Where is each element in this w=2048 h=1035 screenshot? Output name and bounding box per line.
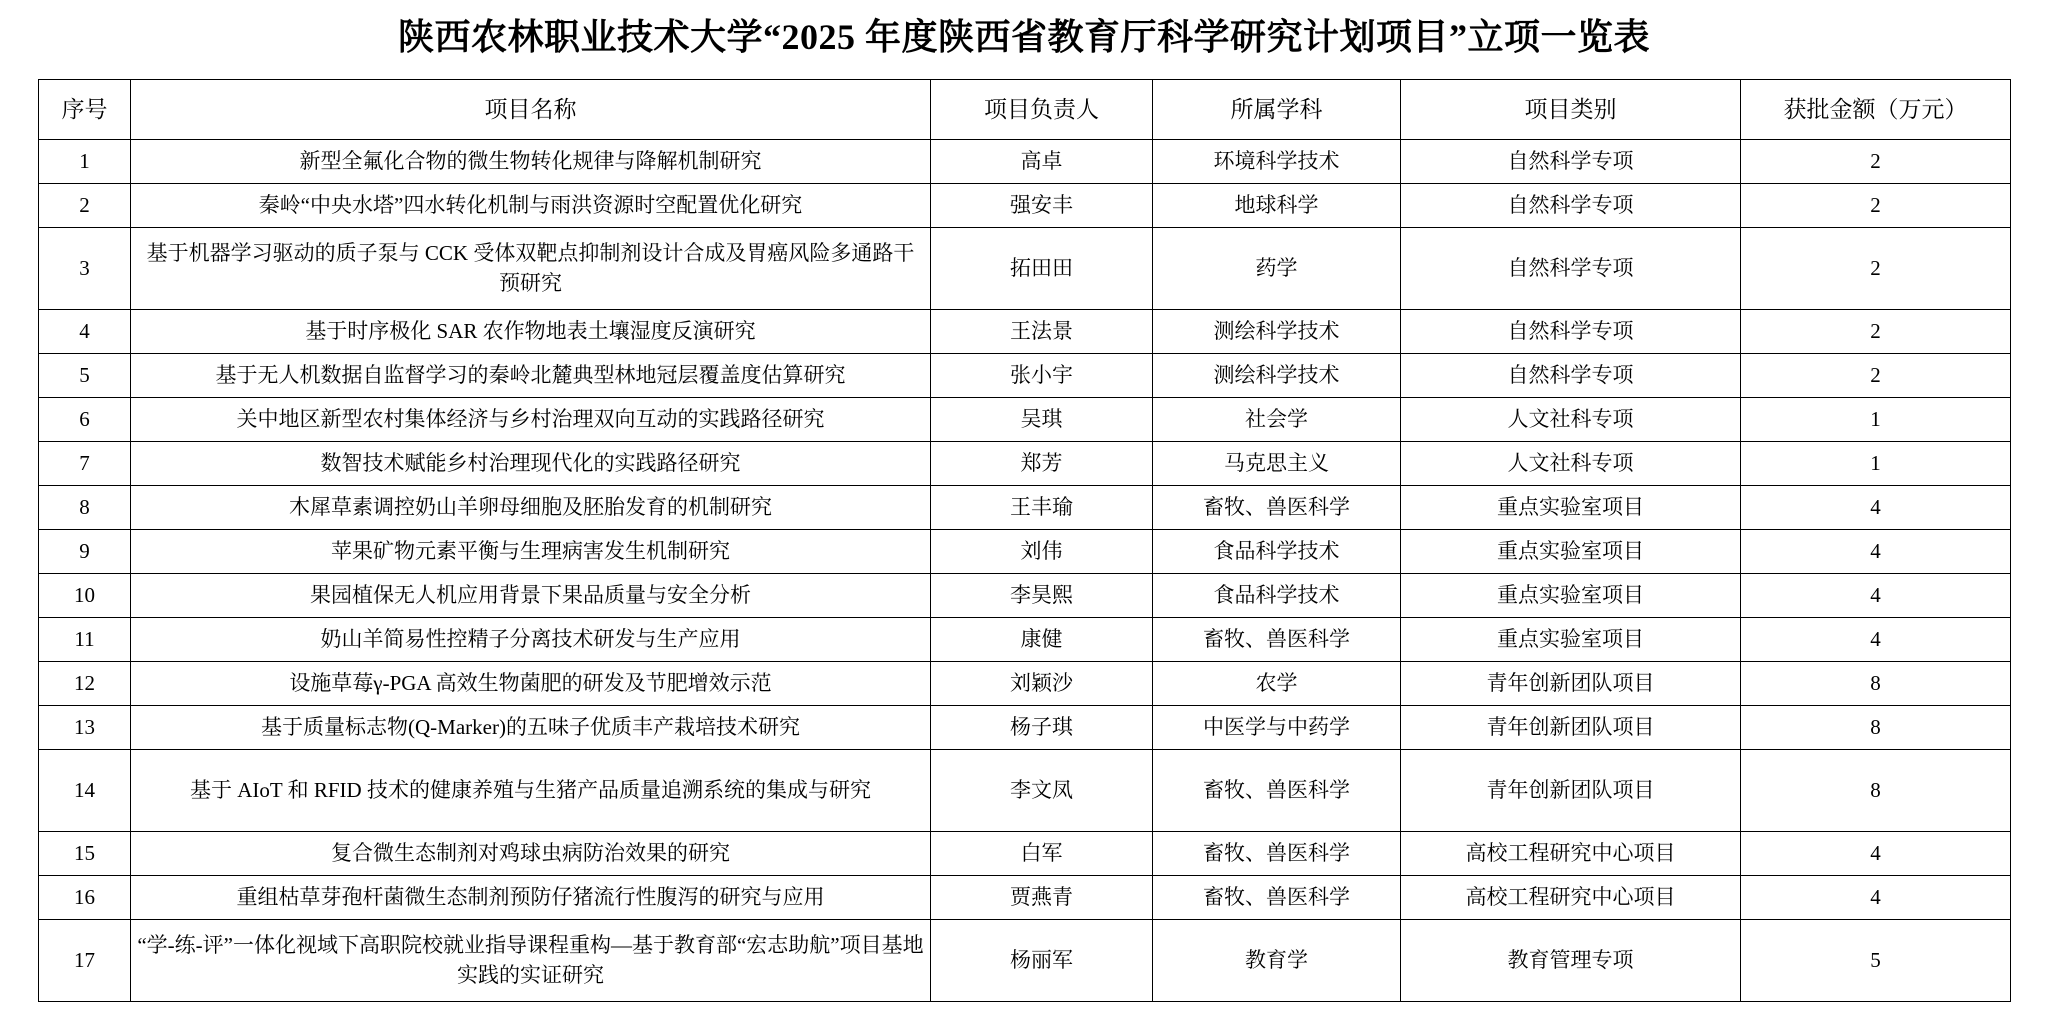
cell-project-leader: 白军	[931, 831, 1153, 875]
cell-approved-amount: 8	[1741, 705, 2011, 749]
cell-sequence-number: 13	[39, 705, 131, 749]
table-row	[39, 183, 2011, 227]
table-row	[39, 441, 2011, 485]
cell-project-name: 重组枯草芽孢杆菌微生态制剂预防仔猪流行性腹泻的研究与应用	[131, 875, 931, 919]
cell-sequence-number: 11	[39, 617, 131, 661]
cell-project-name: 关中地区新型农村集体经济与乡村治理双向互动的实践路径研究	[131, 397, 931, 441]
cell-sequence-number: 7	[39, 441, 131, 485]
cell-project-type: 教育管理专项	[1401, 919, 1741, 1001]
table-row	[39, 617, 2011, 661]
cell-subject: 畜牧、兽医科学	[1153, 485, 1401, 529]
cell-project-leader: 郑芳	[931, 441, 1153, 485]
cell-approved-amount: 2	[1741, 309, 2011, 353]
column-header-name: 项目名称	[131, 79, 931, 139]
cell-project-name: 基于质量标志物(Q-Marker)的五味子优质丰产栽培技术研究	[131, 705, 931, 749]
cell-project-leader: 贾燕青	[931, 875, 1153, 919]
cell-subject: 畜牧、兽医科学	[1153, 749, 1401, 831]
cell-project-type: 高校工程研究中心项目	[1401, 831, 1741, 875]
cell-subject: 测绘科学技术	[1153, 309, 1401, 353]
cell-approved-amount: 1	[1741, 441, 2011, 485]
cell-project-type: 自然科学专项	[1401, 227, 1741, 309]
document-page	[0, 14, 2048, 1035]
cell-project-name: 新型全氟化合物的微生物转化规律与降解机制研究	[131, 139, 931, 183]
cell-project-leader: 王法景	[931, 309, 1153, 353]
cell-project-leader: 张小宇	[931, 353, 1153, 397]
cell-subject: 畜牧、兽医科学	[1153, 831, 1401, 875]
table-row	[39, 749, 2011, 831]
cell-project-leader: 刘颖沙	[931, 661, 1153, 705]
table-row	[39, 227, 2011, 309]
cell-project-leader: 强安丰	[931, 183, 1153, 227]
table-header	[39, 79, 2011, 139]
cell-project-type: 自然科学专项	[1401, 309, 1741, 353]
table-row	[39, 705, 2011, 749]
cell-project-name: 基于时序极化 SAR 农作物地表土壤湿度反演研究	[131, 309, 931, 353]
cell-sequence-number: 1	[39, 139, 131, 183]
cell-approved-amount: 4	[1741, 875, 2011, 919]
cell-subject: 畜牧、兽医科学	[1153, 875, 1401, 919]
cell-sequence-number: 8	[39, 485, 131, 529]
cell-project-name: 木犀草素调控奶山羊卵母细胞及胚胎发育的机制研究	[131, 485, 931, 529]
cell-subject: 食品科学技术	[1153, 573, 1401, 617]
cell-sequence-number: 16	[39, 875, 131, 919]
cell-project-leader: 李文凤	[931, 749, 1153, 831]
cell-approved-amount: 8	[1741, 661, 2011, 705]
cell-project-type: 人文社科专项	[1401, 441, 1741, 485]
cell-sequence-number: 9	[39, 529, 131, 573]
cell-project-name: 设施草莓γ-PGA 高效生物菌肥的研发及节肥增效示范	[131, 661, 931, 705]
cell-project-type: 自然科学专项	[1401, 139, 1741, 183]
column-header-type: 项目类别	[1401, 79, 1741, 139]
cell-project-leader: 刘伟	[931, 529, 1153, 573]
cell-approved-amount: 5	[1741, 919, 2011, 1001]
cell-approved-amount: 8	[1741, 749, 2011, 831]
cell-project-name: 苹果矿物元素平衡与生理病害发生机制研究	[131, 529, 931, 573]
cell-approved-amount: 4	[1741, 529, 2011, 573]
cell-project-name: 复合微生态制剂对鸡球虫病防治效果的研究	[131, 831, 931, 875]
cell-subject: 畜牧、兽医科学	[1153, 617, 1401, 661]
cell-approved-amount: 2	[1741, 183, 2011, 227]
cell-sequence-number: 15	[39, 831, 131, 875]
cell-sequence-number: 4	[39, 309, 131, 353]
cell-project-name: 基于无人机数据自监督学习的秦岭北麓典型林地冠层覆盖度估算研究	[131, 353, 931, 397]
cell-approved-amount: 2	[1741, 353, 2011, 397]
cell-project-leader: 王丰瑜	[931, 485, 1153, 529]
table-row	[39, 661, 2011, 705]
cell-project-type: 人文社科专项	[1401, 397, 1741, 441]
cell-subject: 药学	[1153, 227, 1401, 309]
project-list-table	[38, 79, 2011, 1002]
cell-project-type: 自然科学专项	[1401, 353, 1741, 397]
cell-approved-amount: 2	[1741, 139, 2011, 183]
cell-project-name: 数智技术赋能乡村治理现代化的实践路径研究	[131, 441, 931, 485]
cell-project-name: 基于机器学习驱动的质子泵与 CCK 受体双靶点抑制剂设计合成及胃癌风险多通路干预研究	[131, 227, 931, 309]
cell-subject: 地球科学	[1153, 183, 1401, 227]
table-row	[39, 309, 2011, 353]
column-header-no: 序号	[39, 79, 131, 139]
cell-project-name: 秦岭“中央水塔”四水转化机制与雨洪资源时空配置优化研究	[131, 183, 931, 227]
cell-subject: 社会学	[1153, 397, 1401, 441]
cell-project-name: 奶山羊简易性控精子分离技术研发与生产应用	[131, 617, 931, 661]
cell-project-leader: 康健	[931, 617, 1153, 661]
cell-project-type: 重点实验室项目	[1401, 573, 1741, 617]
cell-project-type: 重点实验室项目	[1401, 617, 1741, 661]
cell-approved-amount: 4	[1741, 831, 2011, 875]
table-row	[39, 529, 2011, 573]
column-header-subject: 所属学科	[1153, 79, 1401, 139]
cell-project-type: 青年创新团队项目	[1401, 705, 1741, 749]
cell-project-leader: 李昊熙	[931, 573, 1153, 617]
table-row	[39, 397, 2011, 441]
cell-project-leader: 杨丽军	[931, 919, 1153, 1001]
cell-subject: 农学	[1153, 661, 1401, 705]
table-row	[39, 831, 2011, 875]
cell-project-name: “学-练-评”一体化视域下高职院校就业指导课程重构—基于教育部“宏志助航”项目基地实践的实证研究	[131, 919, 931, 1001]
cell-project-type: 自然科学专项	[1401, 183, 1741, 227]
cell-subject: 食品科学技术	[1153, 529, 1401, 573]
cell-approved-amount: 2	[1741, 227, 2011, 309]
cell-project-name: 基于 AIoT 和 RFID 技术的健康养殖与生猪产品质量追溯系统的集成与研究	[131, 749, 931, 831]
cell-project-type: 高校工程研究中心项目	[1401, 875, 1741, 919]
cell-sequence-number: 17	[39, 919, 131, 1001]
cell-sequence-number: 10	[39, 573, 131, 617]
cell-project-type: 重点实验室项目	[1401, 529, 1741, 573]
column-header-amount: 获批金额（万元）	[1741, 79, 2011, 139]
cell-approved-amount: 1	[1741, 397, 2011, 441]
table-row	[39, 573, 2011, 617]
cell-subject: 教育学	[1153, 919, 1401, 1001]
cell-subject: 环境科学技术	[1153, 139, 1401, 183]
cell-project-leader: 高卓	[931, 139, 1153, 183]
cell-sequence-number: 14	[39, 749, 131, 831]
cell-project-type: 青年创新团队项目	[1401, 661, 1741, 705]
cell-project-type: 青年创新团队项目	[1401, 749, 1741, 831]
table-header-row	[39, 79, 2011, 139]
table-row	[39, 139, 2011, 183]
table-row	[39, 353, 2011, 397]
column-header-leader: 项目负责人	[931, 79, 1153, 139]
cell-project-leader: 吴琪	[931, 397, 1153, 441]
cell-approved-amount: 4	[1741, 573, 2011, 617]
cell-subject: 马克思主义	[1153, 441, 1401, 485]
cell-project-leader: 拓田田	[931, 227, 1153, 309]
page-title: 陕西农林职业技术大学“2025 年度陕西省教育厅科学研究计划项目”立项一览表	[397, 17, 1650, 57]
cell-subject: 测绘科学技术	[1153, 353, 1401, 397]
cell-sequence-number: 5	[39, 353, 131, 397]
cell-sequence-number: 3	[39, 227, 131, 309]
cell-sequence-number: 2	[39, 183, 131, 227]
table-row	[39, 485, 2011, 529]
cell-sequence-number: 6	[39, 397, 131, 441]
cell-project-type: 重点实验室项目	[1401, 485, 1741, 529]
cell-sequence-number: 12	[39, 661, 131, 705]
table-row	[39, 875, 2011, 919]
table-body	[39, 139, 2011, 1001]
cell-approved-amount: 4	[1741, 617, 2011, 661]
table-container	[0, 79, 2048, 1002]
table-row	[39, 919, 2011, 1001]
cell-subject: 中医学与中药学	[1153, 705, 1401, 749]
cell-project-name: 果园植保无人机应用背景下果品质量与安全分析	[131, 573, 931, 617]
cell-project-leader: 杨子琪	[931, 705, 1153, 749]
cell-approved-amount: 4	[1741, 485, 2011, 529]
